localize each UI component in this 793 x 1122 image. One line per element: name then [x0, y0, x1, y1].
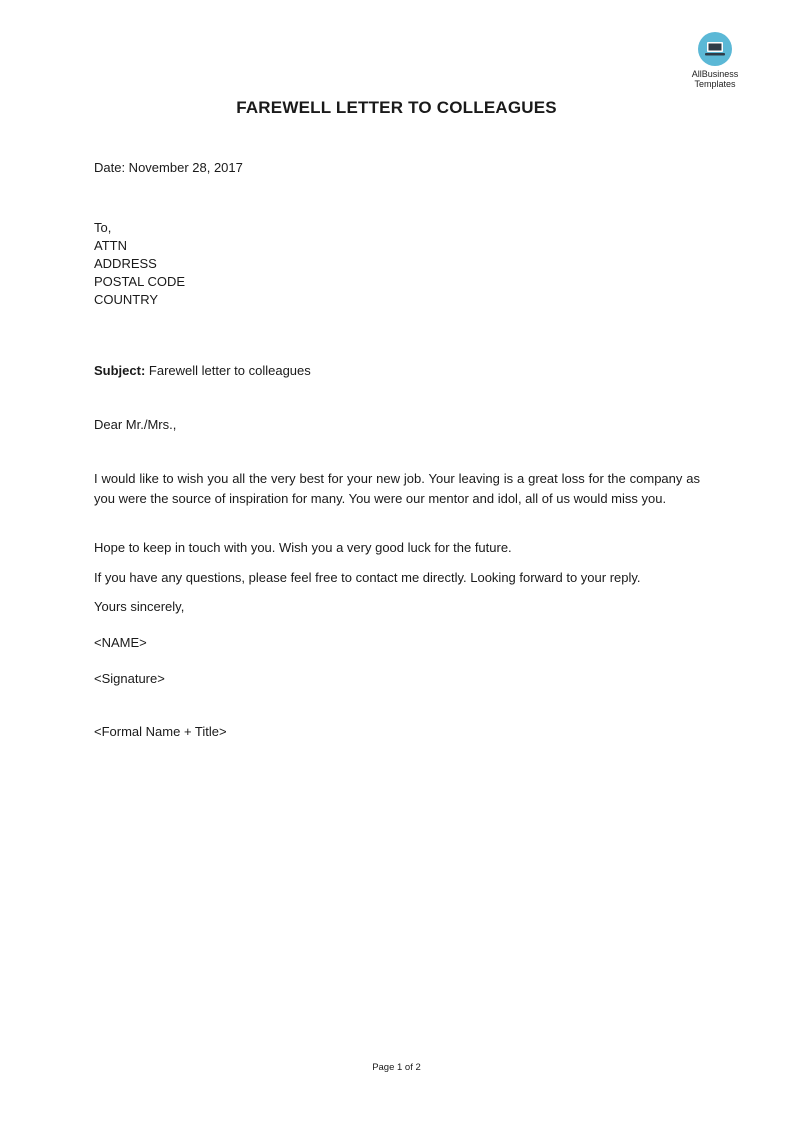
laptop-icon — [698, 32, 732, 66]
recipient-attn: ATTN — [94, 238, 127, 253]
recipient-to: To, — [94, 220, 112, 235]
recipient-address: ADDRESS — [94, 256, 157, 271]
subject-text: Farewell letter to colleagues — [145, 363, 311, 378]
signature-placeholder: <Signature> — [94, 671, 165, 686]
name-placeholder: <NAME> — [94, 635, 147, 650]
logo-text — [681, 69, 749, 89]
subject-line — [94, 362, 311, 380]
recipient-postal-code: POSTAL CODE — [94, 274, 186, 289]
date-line: Date: November 28, 2017 — [94, 160, 243, 175]
body-paragraph-3: If you have any questions, please feel free to contact me directly. Looking forward to your reply. — [94, 570, 641, 585]
salutation: Dear Mr./Mrs., — [94, 417, 177, 432]
body-paragraph-2: Hope to keep in touch with you. Wish you a very good luck for the future. — [94, 540, 512, 555]
subject-label: Subject: — [94, 363, 146, 378]
closing: Yours sincerely, — [94, 599, 185, 614]
logo-line-1: AllBusiness — [691, 69, 739, 79]
body-paragraph-1: I would like to wish you all the very best for your new job. Your leaving is a great loss for the company as you were the source of inspiration for many. You were our mentor and idol, all of us would miss you. — [94, 471, 700, 506]
formal-name-placeholder: <Formal Name + Title> — [94, 724, 227, 739]
page-number: Page 1 of 2 — [372, 1062, 421, 1073]
recipient-country: COUNTRY — [94, 292, 159, 307]
letter-title: FAREWELL LETTER TO COLLEAGUES — [236, 98, 557, 117]
allbusiness-logo — [681, 32, 749, 89]
logo-line-2: Templates — [694, 79, 736, 89]
